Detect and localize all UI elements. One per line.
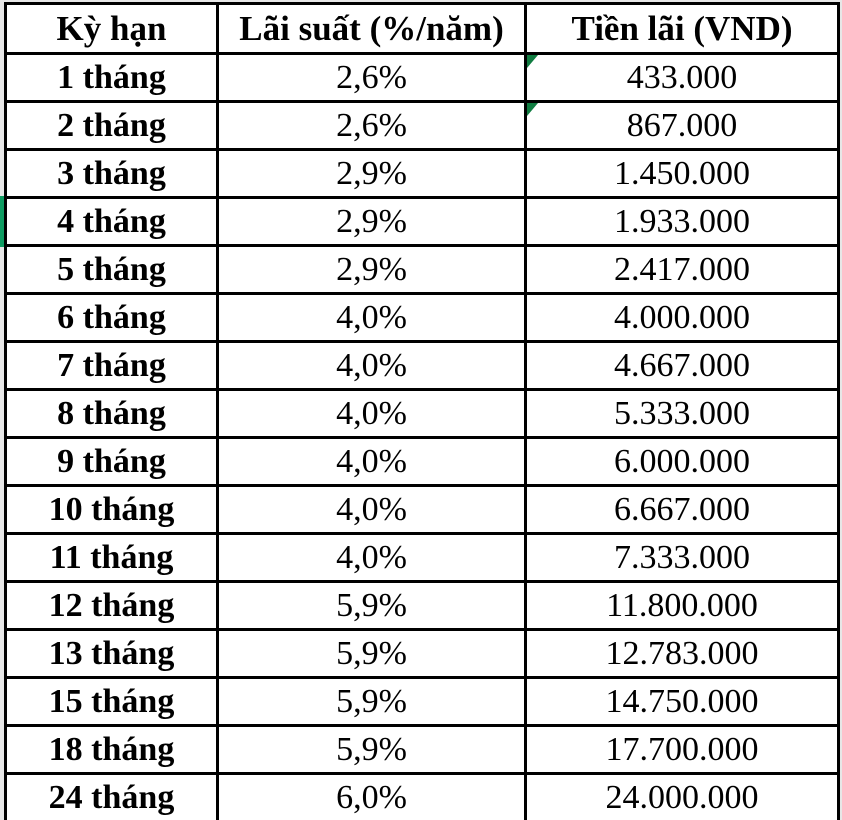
term-cell[interactable]: 8 tháng xyxy=(6,390,218,438)
term-cell[interactable]: 3 tháng xyxy=(6,150,218,198)
interest-cell[interactable]: 1.933.000 xyxy=(526,198,839,246)
interest-cell[interactable]: 6.000.000 xyxy=(526,438,839,486)
term-cell[interactable]: 13 tháng xyxy=(6,630,218,678)
column-header-term[interactable]: Kỳ hạn xyxy=(6,4,218,54)
table-row xyxy=(6,726,839,774)
error-indicator-icon xyxy=(527,55,538,68)
table-row xyxy=(6,774,839,820)
term-cell[interactable]: 5 tháng xyxy=(6,246,218,294)
table-row xyxy=(6,150,839,198)
interest-cell[interactable]: 4.000.000 xyxy=(526,294,839,342)
table-row xyxy=(6,438,839,486)
rate-cell[interactable]: 2,6% xyxy=(218,102,526,150)
rate-cell[interactable]: 5,9% xyxy=(218,582,526,630)
table-row xyxy=(6,294,839,342)
rate-cell[interactable]: 2,9% xyxy=(218,198,526,246)
interest-table xyxy=(4,2,840,820)
table-row xyxy=(6,390,839,438)
table-row xyxy=(6,678,839,726)
rate-cell[interactable]: 5,9% xyxy=(218,726,526,774)
rate-cell[interactable]: 2,6% xyxy=(218,54,526,102)
interest-cell[interactable]: 433.000 xyxy=(526,54,839,102)
column-header-interest[interactable]: Tiền lãi (VND) xyxy=(526,4,839,54)
term-cell[interactable]: 10 tháng xyxy=(6,486,218,534)
table-row xyxy=(6,54,839,102)
selection-marker xyxy=(0,196,4,247)
rate-cell[interactable]: 4,0% xyxy=(218,342,526,390)
table-row xyxy=(6,342,839,390)
rate-cell[interactable]: 6,0% xyxy=(218,774,526,820)
term-cell[interactable]: 2 tháng xyxy=(6,102,218,150)
interest-cell[interactable]: 2.417.000 xyxy=(526,246,839,294)
interest-cell[interactable]: 1.450.000 xyxy=(526,150,839,198)
rate-cell[interactable]: 5,9% xyxy=(218,630,526,678)
table-row xyxy=(6,630,839,678)
interest-cell[interactable]: 6.667.000 xyxy=(526,486,839,534)
interest-cell[interactable]: 867.000 xyxy=(526,102,839,150)
rate-cell[interactable]: 2,9% xyxy=(218,246,526,294)
term-cell[interactable]: 7 tháng xyxy=(6,342,218,390)
term-cell[interactable]: 9 tháng xyxy=(6,438,218,486)
interest-cell[interactable]: 5.333.000 xyxy=(526,390,839,438)
interest-cell[interactable]: 4.667.000 xyxy=(526,342,839,390)
interest-cell[interactable]: 24.000.000 xyxy=(526,774,839,820)
header-row xyxy=(6,4,839,54)
table-row xyxy=(6,486,839,534)
term-cell[interactable]: 15 tháng xyxy=(6,678,218,726)
term-cell[interactable]: 11 tháng xyxy=(6,534,218,582)
table-row xyxy=(6,102,839,150)
term-cell[interactable]: 6 tháng xyxy=(6,294,218,342)
rate-cell[interactable]: 2,9% xyxy=(218,150,526,198)
rate-cell[interactable]: 5,9% xyxy=(218,678,526,726)
rate-cell[interactable]: 4,0% xyxy=(218,438,526,486)
table-row xyxy=(6,246,839,294)
interest-cell[interactable]: 17.700.000 xyxy=(526,726,839,774)
table-row xyxy=(6,534,839,582)
rate-cell[interactable]: 4,0% xyxy=(218,294,526,342)
table-body xyxy=(6,54,839,820)
table-row xyxy=(6,582,839,630)
interest-cell[interactable]: 7.333.000 xyxy=(526,534,839,582)
interest-cell[interactable]: 11.800.000 xyxy=(526,582,839,630)
term-cell[interactable]: 24 tháng xyxy=(6,774,218,820)
error-indicator-icon xyxy=(527,103,538,116)
column-header-rate[interactable]: Lãi suất (%/năm) xyxy=(218,4,526,54)
term-cell[interactable]: 18 tháng xyxy=(6,726,218,774)
interest-cell[interactable]: 14.750.000 xyxy=(526,678,839,726)
term-cell[interactable]: 12 tháng xyxy=(6,582,218,630)
term-cell[interactable]: 4 tháng xyxy=(6,198,218,246)
table-row xyxy=(6,198,839,246)
rate-cell[interactable]: 4,0% xyxy=(218,486,526,534)
interest-cell[interactable]: 12.783.000 xyxy=(526,630,839,678)
rate-cell[interactable]: 4,0% xyxy=(218,390,526,438)
rate-cell[interactable]: 4,0% xyxy=(218,534,526,582)
term-cell[interactable]: 1 tháng xyxy=(6,54,218,102)
